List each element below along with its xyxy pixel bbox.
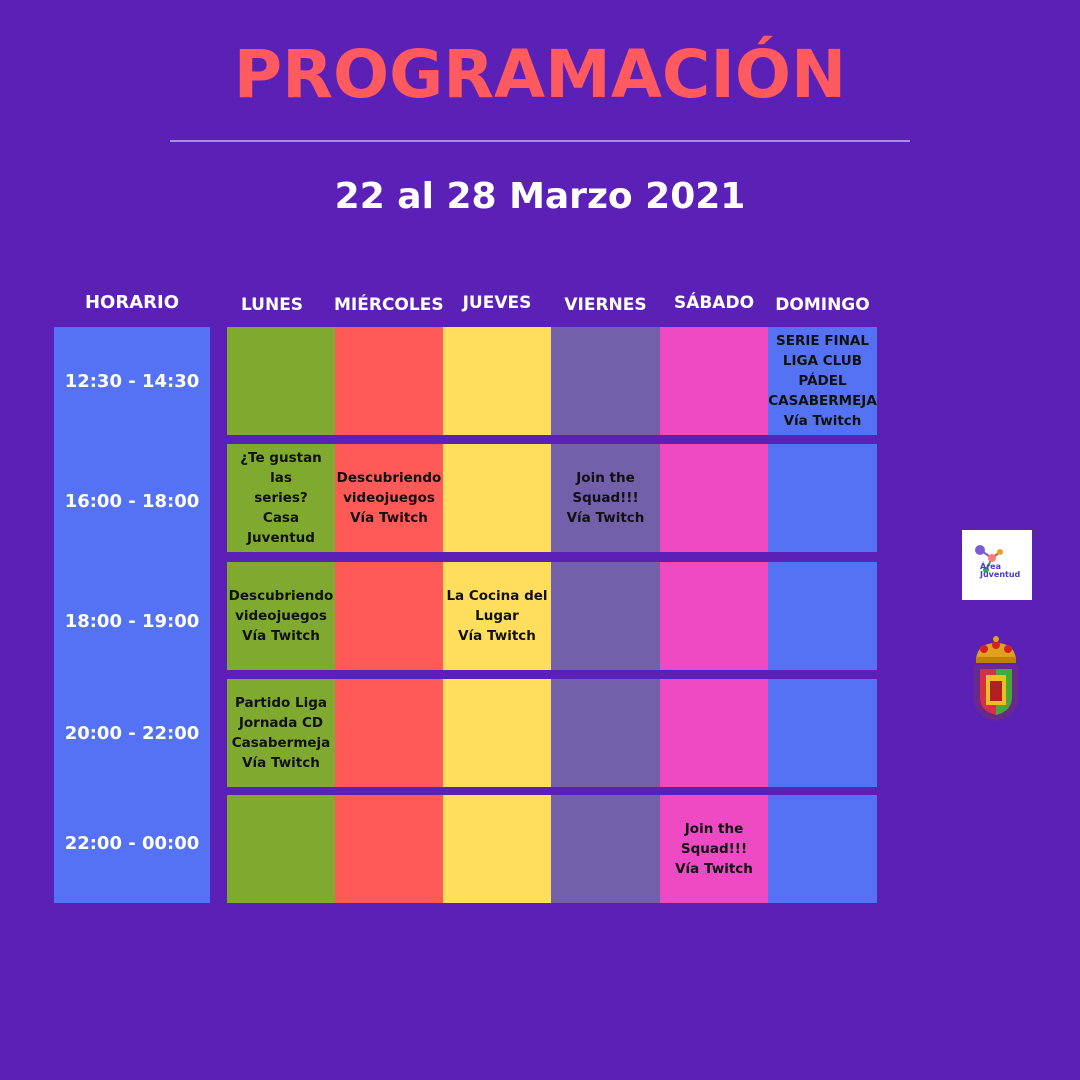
- date-range: 22 al 28 Marzo 2021: [334, 176, 746, 217]
- schedule-cell-jueves: [443, 327, 551, 435]
- time-slot-label: 22:00 - 00:00: [64, 833, 200, 854]
- header-jueves: JUEVES: [462, 293, 532, 313]
- header-sabado: SÁBADO: [673, 293, 755, 313]
- page-title: PROGRAMACIÓN: [233, 36, 847, 113]
- schedule-cell-miercoles: [335, 679, 443, 787]
- schedule-cell-sabado: [660, 679, 768, 787]
- schedule-cell-viernes: [551, 679, 660, 787]
- schedule-cell-sabado: [660, 444, 768, 552]
- schedule-cell-viernes: [551, 795, 660, 903]
- header-miercoles: MIÉRCOLES: [334, 295, 444, 315]
- header-viernes: VIERNES: [564, 295, 647, 315]
- schedule-cell-lunes: Descubriendo videojuegos Vía Twitch: [227, 562, 335, 670]
- schedule-cell-miercoles: [335, 562, 443, 670]
- schedule-cell-miercoles: [335, 795, 443, 903]
- schedule-cell-jueves: [443, 444, 551, 552]
- schedule-cell-viernes: [551, 327, 660, 435]
- schedule-cell-miercoles: Descubriendo videojuegos Vía Twitch: [335, 444, 443, 552]
- schedule-cell-domingo: [768, 562, 877, 670]
- title-divider: [170, 140, 910, 142]
- schedule-cell-sabado: [660, 327, 768, 435]
- schedule-cell-domingo: [768, 444, 877, 552]
- time-slot-label: 20:00 - 22:00: [64, 723, 200, 744]
- time-slot-label: 12:30 - 14:30: [64, 371, 200, 392]
- area-juventud-logo-icon: [962, 530, 1032, 600]
- schedule-cell-lunes: Partido Liga Jornada CD Casabermeja Vía Twitch: [227, 679, 335, 787]
- header-lunes: LUNES: [240, 295, 304, 315]
- time-slot-label: 16:00 - 18:00: [64, 491, 200, 512]
- schedule-cell-viernes: Join the Squad!!! Vía Twitch: [551, 444, 660, 552]
- schedule-cell-lunes: [227, 327, 335, 435]
- schedule-cell-viernes: [551, 562, 660, 670]
- logo-label: Área Juventud: [980, 562, 1021, 579]
- schedule-cell-domingo: SERIE FINAL LIGA CLUB PÁDEL CASABERMEJA Vía Twitch: [768, 327, 877, 435]
- schedule-cell-miercoles: [335, 327, 443, 435]
- header-horario: HORARIO: [84, 292, 180, 313]
- schedule-cell-lunes: ¿Te gustan las series? Casa Juventud: [227, 444, 335, 552]
- schedule-cell-domingo: [768, 679, 877, 787]
- schedule-cell-lunes: [227, 795, 335, 903]
- schedule-cell-jueves: La Cocina del Lugar Vía Twitch: [443, 562, 551, 670]
- time-slot-label: 18:00 - 19:00: [64, 611, 200, 632]
- schedule-cell-sabado: [660, 562, 768, 670]
- casabermeja-coat-of-arms-icon: [970, 635, 1022, 725]
- schedule-cell-sabado: Join the Squad!!! Vía Twitch: [660, 795, 768, 903]
- schedule-cell-jueves: [443, 679, 551, 787]
- header-domingo: DOMINGO: [775, 295, 870, 315]
- schedule-cell-domingo: [768, 795, 877, 903]
- schedule-cell-jueves: [443, 795, 551, 903]
